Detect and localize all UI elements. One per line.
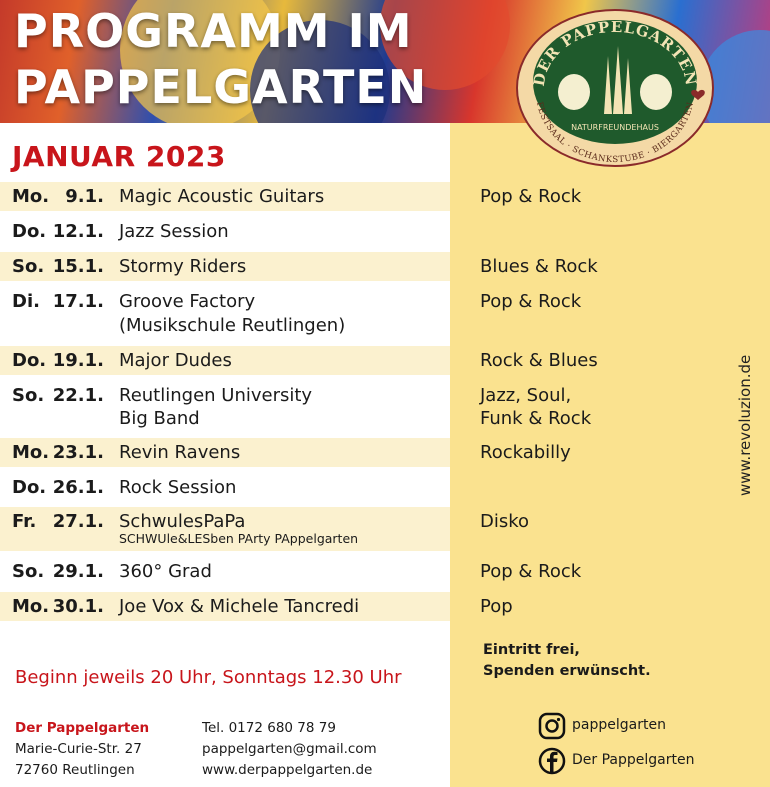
event-genre: Jazz, Soul, [480, 385, 572, 406]
logo-title: DER PAPPELGARTEN [529, 17, 701, 88]
event-subtitle: (Musikschule Reutlingen) [119, 315, 346, 336]
event-day: Do. [12, 477, 47, 498]
event-name: Major Dudes [119, 350, 232, 371]
event-name: Stormy Riders [119, 256, 247, 277]
event-date: 23.1. [52, 442, 104, 463]
event-genre: Rock & Blues [480, 350, 598, 371]
contact-phone: Tel. 0172 680 78 79 [202, 720, 336, 736]
leaf-icon [558, 74, 590, 110]
facebook-link[interactable] [538, 747, 738, 777]
event-date: 29.1. [52, 561, 104, 582]
event-date: 17.1. [52, 291, 104, 312]
event-genre: Disko [480, 511, 530, 532]
event-genre: Pop [480, 596, 513, 617]
address-street: Marie-Curie-Str. 27 [15, 741, 142, 757]
event-date: 12.1. [52, 221, 104, 242]
event-date: 30.1. [52, 596, 104, 617]
event-day: So. [12, 385, 45, 406]
event-subtitle: SCHWUle&LESben PArty PAppelgarten [119, 531, 359, 546]
leaf-icon [640, 74, 672, 110]
begin-time: Beginn jeweils 20 Uhr, Sonntags 12.30 Uhr [15, 667, 402, 688]
event-genre: Blues & Rock [480, 256, 598, 277]
instagram-icon [538, 712, 566, 740]
event-date: 19.1. [52, 350, 104, 371]
event-day: So. [12, 256, 45, 277]
entry-notice-line2: Spenden erwünscht. [483, 663, 651, 679]
logo-bottom-text: FESTSAAL · SCHANKSTUBE · BIERGARTEN [533, 100, 697, 166]
instagram-link[interactable] [538, 712, 738, 742]
event-day: So. [12, 561, 45, 582]
event-day: Mo. [12, 186, 50, 207]
entry-notice-line1: Eintritt frei, [483, 642, 580, 658]
event-name: Jazz Session [119, 221, 229, 242]
contact-website[interactable]: www.derpappelgarten.de [202, 762, 373, 778]
address-city: 72760 Reutlingen [15, 762, 135, 778]
event-date: 22.1. [52, 385, 104, 406]
event-genre: Pop & Rock [480, 291, 582, 312]
event-genre: Pop & Rock [480, 561, 582, 582]
event-name: Rock Session [119, 477, 237, 498]
event-day: Di. [12, 291, 40, 312]
event-name: SchwulesPaPa [119, 511, 246, 532]
facebook-icon [538, 747, 566, 775]
event-name: Reutlingen University [119, 385, 313, 406]
event-date: 15.1. [52, 256, 104, 277]
event-genre: Pop & Rock [480, 186, 582, 207]
event-date: 26.1. [52, 477, 104, 498]
entry-notice [483, 640, 651, 682]
event-day: Mo. [12, 442, 50, 463]
event-genre: Rockabilly [480, 442, 571, 463]
instagram-handle: pappelgarten [572, 717, 666, 733]
event-day: Do. [12, 350, 47, 371]
event-genre-line2: Funk & Rock [480, 408, 592, 429]
event-name: Joe Vox & Michele Tancredi [119, 596, 360, 617]
event-date: 27.1. [52, 511, 104, 532]
event-subtitle: Big Band [119, 408, 200, 429]
facebook-name: Der Pappelgarten [572, 752, 695, 768]
sidebar-url: www.revoluzion.de [736, 354, 754, 496]
month-heading: JANUAR 2023 [12, 140, 226, 173]
event-day: Mo. [12, 596, 50, 617]
event-name: 360° Grad [119, 561, 212, 582]
event-day: Do. [12, 221, 47, 242]
event-date: 9.1. [65, 186, 104, 207]
logo-subtitle: NATURFREUNDEHAUS [571, 123, 659, 132]
pappelgarten-logo [514, 6, 716, 168]
event-name: Groove Factory [119, 291, 256, 312]
page-title-line1: PROGRAMM IM [14, 4, 413, 58]
event-name: Revin Ravens [119, 442, 241, 463]
contact-email[interactable]: pappelgarten@gmail.com [202, 741, 377, 757]
event-day: Fr. [12, 511, 37, 532]
page-title-line2: PAPPELGARTEN [14, 60, 428, 114]
address-name: Der Pappelgarten [15, 720, 150, 736]
event-name: Magic Acoustic Guitars [119, 186, 325, 207]
